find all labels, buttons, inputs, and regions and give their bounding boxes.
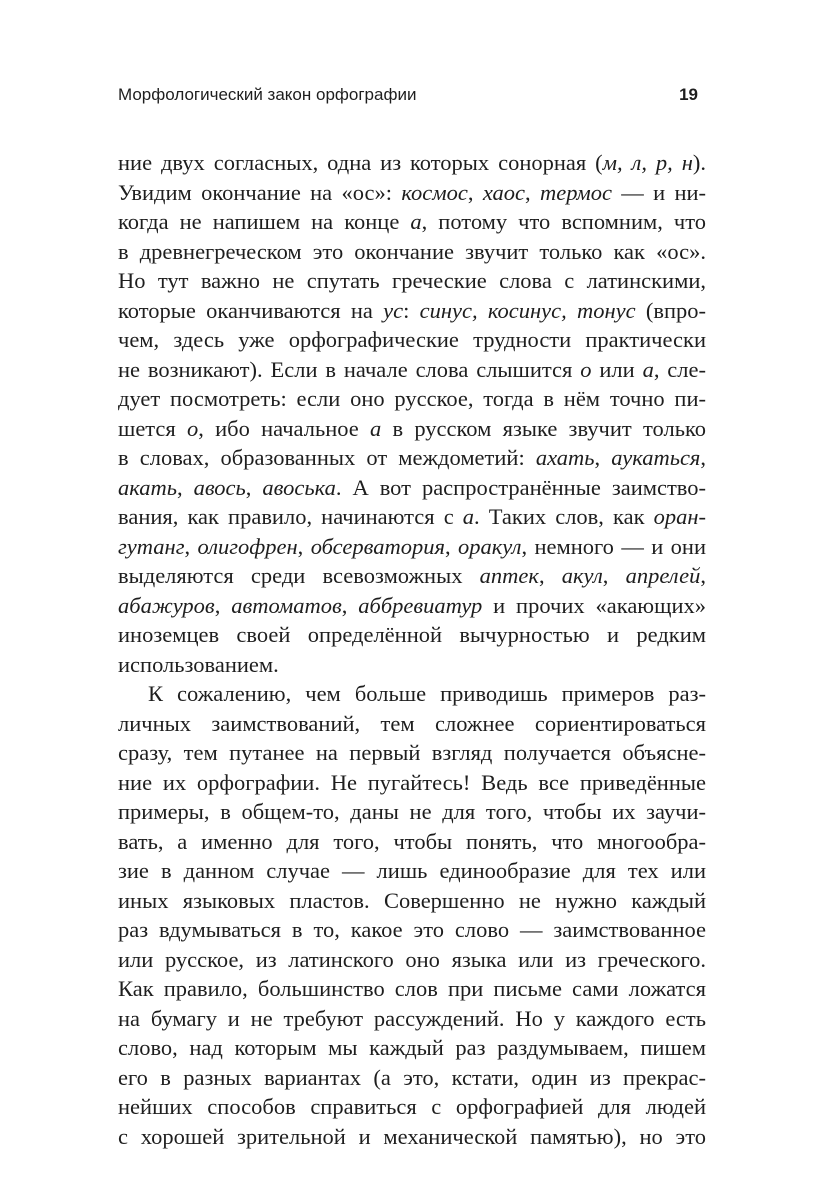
text-line	[118, 561, 706, 591]
italic-example: а	[642, 356, 654, 382]
text-segment: (впро-	[635, 297, 706, 323]
chapter-title: Морфологический закон орфографии	[118, 85, 417, 104]
body-text	[118, 148, 706, 1151]
text-segment: ние двух согласных, одна из которых сонорная (	[118, 150, 603, 175]
text-segment: Но тут важно не спутать греческие слова с латинскими,	[118, 268, 706, 293]
text-segment: ние их орфографии. Не пугайтесь! Ведь все приведённые	[118, 769, 706, 795]
italic-example: космос	[401, 179, 468, 205]
text-line	[118, 532, 706, 562]
italic-example: аббревиатур	[358, 592, 483, 618]
italic-example: авось	[193, 474, 246, 500]
text-segment: которые оканчиваются на	[118, 297, 384, 323]
text-line	[118, 797, 706, 827]
text-line	[118, 355, 706, 385]
text-segment: Увидим окончание на «ос»:	[118, 179, 402, 205]
text-line	[118, 1063, 706, 1093]
italic-example: авоська	[262, 474, 336, 500]
text-segment: сразу, тем путанее на первый взгляд получается объясне-	[118, 740, 706, 765]
text-line	[118, 502, 706, 532]
text-line	[118, 473, 706, 503]
text-line	[118, 827, 706, 857]
text-segment: или	[591, 356, 643, 382]
text-line	[118, 856, 706, 886]
italic-example: термос	[539, 179, 612, 205]
text-segment: ).	[692, 150, 706, 175]
italic-example: синус, косинус, тонус	[419, 297, 636, 323]
text-line	[118, 709, 706, 739]
italic-example: аукаться	[611, 445, 701, 470]
text-segment: ,	[467, 179, 483, 205]
text-line	[118, 207, 706, 237]
text-segment: . А вот распространённые заимство-	[335, 474, 707, 500]
text-segment: когда не напишем на конце	[118, 209, 411, 234]
text-segment: не возникают). Если в начале слова слышится	[118, 356, 581, 382]
text-segment: чем, здесь уже орфографические трудности практически	[118, 327, 706, 352]
paragraph	[118, 679, 706, 1151]
text-segment: ,	[341, 592, 359, 618]
text-segment: иных языковых пластов. Совершенно не нужно каждый	[118, 887, 706, 913]
text-segment: , ибо начальное	[198, 415, 370, 441]
italic-example: о	[580, 356, 592, 382]
text-segment: Как правило, большинство слов при письме сами ложатся	[118, 976, 706, 1001]
text-segment: в русском языке звучит только	[381, 415, 706, 441]
text-segment: его в разных вариантах (а это, кстати, один из прекрас-	[118, 1064, 706, 1090]
italic-example: олигофрен	[197, 533, 298, 559]
italic-example: хаос	[482, 179, 526, 205]
text-segment: . Таких слов, как	[474, 504, 654, 529]
text-segment: вать, а именно для того, чтобы понять, что многообра-	[118, 828, 706, 854]
text-segment: ,	[594, 445, 612, 470]
text-line	[118, 148, 706, 178]
text-line	[118, 178, 706, 208]
text-line	[118, 237, 706, 267]
text-segment: ,	[176, 474, 194, 500]
italic-example: оракул	[457, 533, 522, 559]
text-segment: — и ни-	[611, 179, 707, 205]
text-line	[118, 1122, 706, 1152]
italic-example: автоматов	[231, 592, 342, 618]
text-segment: дует посмотреть: если оно русское, тогда в нём точно пи-	[118, 386, 706, 411]
text-segment: раз вдумываться в то, какое это слово — заимствованное	[118, 917, 706, 942]
italic-example: акул	[561, 563, 603, 588]
text-line	[118, 915, 706, 945]
text-segment: ,	[297, 533, 311, 559]
text-segment: :	[403, 297, 420, 323]
text-line	[118, 945, 706, 975]
italic-example: ус	[383, 297, 404, 323]
text-segment: ,	[214, 592, 232, 618]
text-line	[118, 768, 706, 798]
italic-example: акать	[118, 474, 177, 500]
italic-example: а	[410, 209, 422, 234]
text-segment: использованием.	[118, 651, 279, 677]
text-line	[118, 650, 706, 680]
text-segment: слово, над которым мы каждый раз раздумываем, пишем	[118, 1035, 706, 1060]
italic-example: абажуров	[118, 592, 215, 618]
text-segment: на бумагу и не требуют рассуждений. Но у каждого есть	[118, 1005, 706, 1031]
text-segment: выделяются среди всевозможных	[118, 563, 480, 588]
text-line	[118, 443, 706, 473]
italic-example: м, л, р, н	[602, 150, 693, 175]
text-segment: в словах, образованных от междометий:	[118, 445, 536, 470]
text-line	[118, 266, 706, 296]
text-line	[118, 384, 706, 414]
text-segment: вания, как правило, начинаются с	[118, 504, 463, 529]
italic-example: обсерватория	[310, 533, 445, 559]
paragraph	[118, 148, 706, 679]
italic-example: а	[370, 415, 382, 441]
italic-example: оран-	[653, 504, 706, 529]
text-segment: шется	[118, 415, 187, 441]
text-segment: , потому что вспомним, что	[421, 209, 706, 234]
italic-example: гутанг	[118, 533, 185, 559]
text-segment: ,	[184, 533, 198, 559]
text-line	[118, 1033, 706, 1063]
text-segment: , сле-	[653, 356, 707, 382]
text-segment: ,	[525, 179, 540, 205]
text-segment: с хорошей зрительной и механической памятью), но это	[118, 1123, 706, 1149]
page-number: 19	[679, 85, 698, 104]
text-segment: или русское, из латинского оно языка или из греческого.	[118, 946, 706, 972]
text-segment: иноземцев своей определённой вычурностью и редким	[118, 622, 706, 647]
text-line	[118, 325, 706, 355]
text-segment: в древнегреческом это окончание звучит только как «ос».	[118, 238, 706, 264]
text-segment: ,	[245, 474, 263, 500]
text-line	[118, 591, 706, 621]
text-segment: , немного — и они	[521, 533, 707, 559]
italic-example: о	[187, 415, 199, 441]
running-header	[118, 85, 706, 109]
italic-example: апрелей	[625, 563, 701, 588]
text-line	[118, 414, 706, 444]
text-segment: ,	[602, 563, 626, 588]
text-line	[118, 296, 706, 326]
text-segment: личных заимствований, тем сложнее сориентироваться	[118, 710, 706, 736]
text-line	[118, 886, 706, 916]
text-line	[118, 738, 706, 768]
text-line	[118, 620, 706, 650]
text-line	[118, 974, 706, 1004]
text-line	[118, 1004, 706, 1034]
text-segment: ,	[444, 533, 458, 559]
text-line	[118, 679, 706, 709]
text-segment: К сожалению, чем больше приводишь примеров раз-	[148, 681, 706, 706]
italic-example: аптек	[479, 563, 539, 588]
text-segment: зие в данном случае — лишь единообразие для тех или	[118, 858, 706, 883]
italic-example: а	[462, 504, 475, 529]
italic-example: ахать	[535, 445, 595, 470]
text-segment: и прочих «акающих»	[482, 592, 706, 618]
text-segment: нейших способов справиться с орфографией для людей	[118, 1094, 706, 1119]
text-segment: ,	[538, 563, 562, 588]
text-segment: ,	[700, 445, 707, 470]
text-line	[118, 1092, 706, 1122]
text-segment: ,	[700, 563, 707, 588]
text-segment: примеры, в общем-то, даны не для того, чтобы их заучи-	[118, 799, 706, 824]
